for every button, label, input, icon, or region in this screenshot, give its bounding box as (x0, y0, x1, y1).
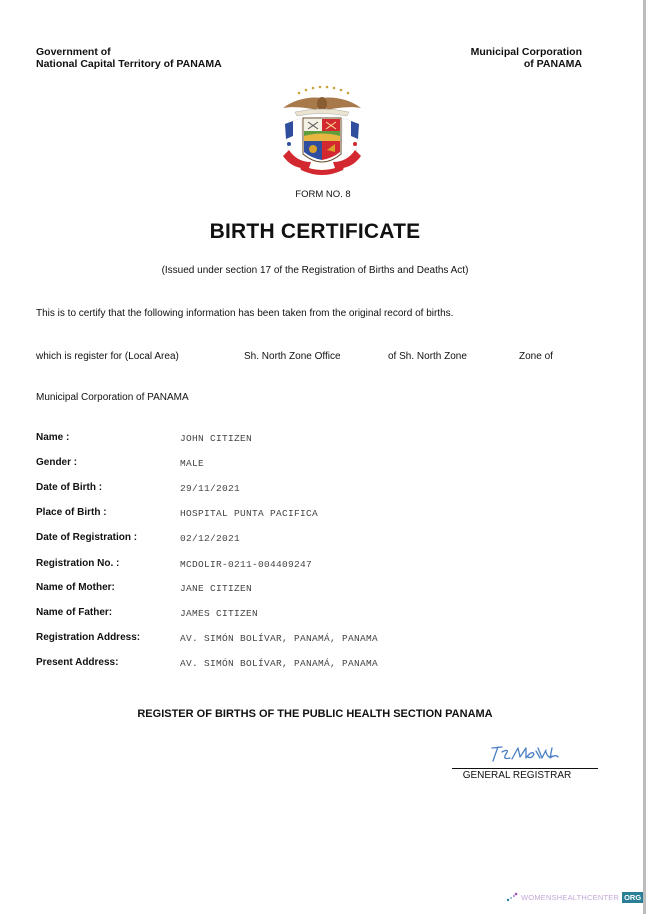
coat-of-arms-icon (279, 84, 365, 180)
local-area-suffix: Zone of (519, 351, 553, 362)
signature-line (452, 768, 598, 769)
field-label: Place of Birth : (36, 507, 107, 518)
field-value: MALE (180, 458, 205, 469)
field-label: Present Address: (36, 657, 119, 668)
header-municipal (471, 46, 582, 70)
field-value: JANE CITIZEN (180, 583, 253, 594)
field-value: JOHN CITIZEN (180, 433, 253, 444)
header-left-line2: National Capital Territory of PANAMA (36, 58, 222, 70)
field-value: MCDOLIR-0211-004409247 (180, 559, 313, 570)
register-footer-heading: REGISTER OF BIRTHS OF THE PUBLIC HEALTH SECTION PANAMA (137, 708, 493, 720)
local-area-office: Sh. North Zone Office (244, 351, 341, 362)
field-label: Date of Registration : (36, 532, 138, 543)
watermark (506, 890, 643, 904)
signature-icon (488, 742, 568, 764)
field-label: Registration No. : (36, 558, 120, 569)
field-value: 29/11/2021 (180, 483, 241, 494)
field-label: Name of Mother: (36, 582, 115, 593)
dots-logo-icon (506, 892, 518, 902)
document-subtitle: (Issued under section 17 of the Registration of Births and Deaths Act) (161, 265, 469, 276)
field-value: HOSPITAL PUNTA PACIFICA (180, 508, 319, 519)
field-label: Name of Father: (36, 607, 113, 618)
header-government (36, 46, 222, 70)
form-number: FORM NO. 8 (295, 189, 351, 200)
field-value: 02/12/2021 (180, 533, 241, 544)
field-value: JAMES CITIZEN (180, 608, 259, 619)
field-label: Name : (36, 432, 70, 443)
header-right-line1: Municipal Corporation (470, 46, 582, 58)
registrar-title: GENERAL REGISTRAR (462, 770, 572, 781)
municipal-corporation-text: Municipal Corporation of PANAMA (36, 392, 189, 403)
header-left-line1: Government of (36, 46, 111, 58)
local-area-prefix: which is register for (Local Area) (36, 351, 179, 362)
local-area-zone: of Sh. North Zone (388, 351, 467, 362)
certify-statement: This is to certify that the following information has been taken from the original record of births. (36, 308, 454, 319)
watermark-badge: ORG (624, 892, 642, 902)
field-label: Registration Address: (36, 632, 141, 643)
header-right-line2: of PANAMA (523, 58, 582, 70)
watermark-text: WOMENSHEALTHCENTER (521, 892, 620, 902)
field-label: Date of Birth : (36, 482, 103, 493)
document-title: BIRTH CERTIFICATE (209, 220, 421, 243)
field-value: AV. SIMÓN BOLÍVAR, PANAMÁ, PANAMA (180, 658, 379, 669)
field-label: Gender : (36, 457, 78, 468)
field-value: AV. SIMÓN BOLÍVAR, PANAMÁ, PANAMA (180, 633, 379, 644)
